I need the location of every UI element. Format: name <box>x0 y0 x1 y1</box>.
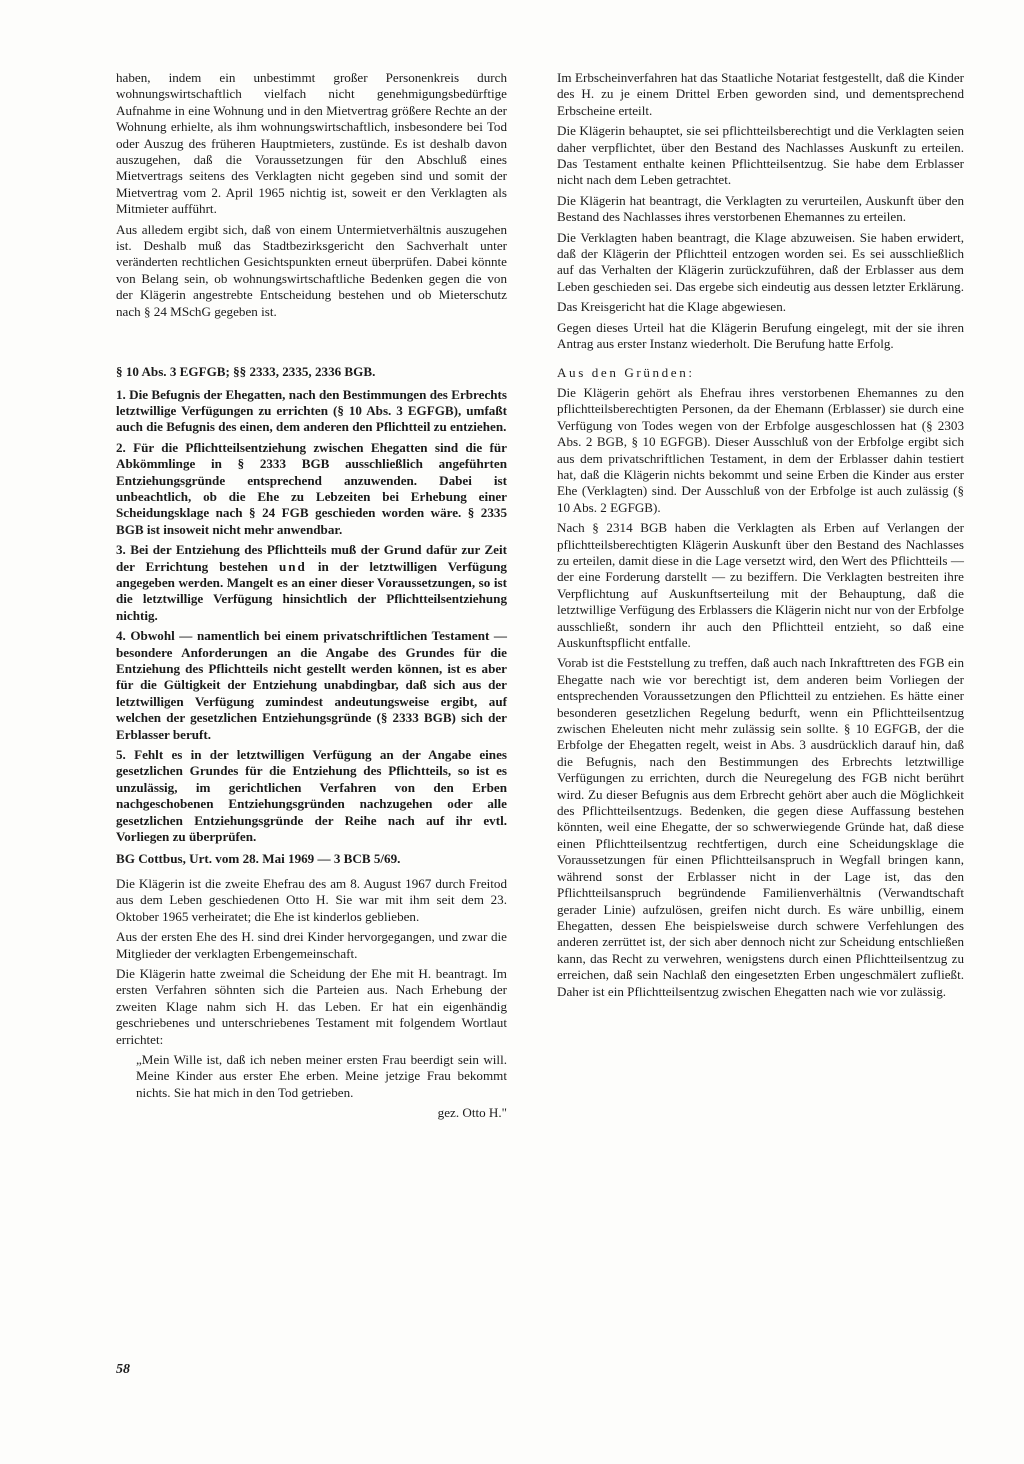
guiding-principle-5: 5. Fehlt es in der letztwilligen Verfügung an der Angabe eines gesetzlichen Grundes für die Entziehung des Pflichtteils, so ist es unzulässig, im gerichtlichen Verfahren von den Erben nachgeschobenen Entziehungsgründen nachzugehen oder alle gesetzlichen Entziehungsgründe der Reihe nach auf ihr evtl. Vorliegen zu überprüfen. <box>116 747 507 845</box>
guiding-principle-4: 4. Obwohl — namentlich bei einem privatschriftlichen Testament — besondere Anforderungen an die Angabe des Grundes für die Entziehung des Pflichtteils nicht gestellt werden können, ist es aber für die Gültigkeit der Entziehung unabdingbar, daß sich aus der letztwilligen Verfügung zumindest andeutungsweise ergibt, auf welchen der gesetzlichen Entziehungsgründe (§ 2333 BGB) sich der Erblasser beruft. <box>116 628 507 742</box>
facts-paragraph: Die Klägerin ist die zweite Ehefrau des am 8. August 1967 durch Freitod aus dem Leben geschiedenen Otto H. Sie war mit ihm seit dem 23. Oktober 1965 verheiratet; die Ehe ist kinderlos geblieben. <box>116 875 507 924</box>
paragraph: Die Klägerin behauptet, sie sei pflichtteilsberechtigt und die Verklagten seien daher verpflichtet, über den Bestand des Nachlasses Auskunft zu erteilen. Das Testament enthalte keinen Pflichtteilsentzug. Sie habe dem Erblasser nicht nach dem Leben getrachtet. <box>557 123 964 188</box>
paragraph: Vorab ist die Feststellung zu treffen, daß auch nach Inkrafttreten des FGB ein Ehegatte nach wie vor berechtigt ist, dem anderen beim Vorliegen der entsprechenden Voraussetzungen den Pflichtteil zu entziehen. Es hätte einer besonderen gesetzlichen Regelung bedurft, wenn ein Pflichtteilsentzug zwischen Eheleuten nicht mehr zulässig sein sollte. § 10 EGFGB, der die Erbfolge der Ehegatten regelt, weist in Abs. 3 ausdrücklich darauf hin, daß die Befugnis, nach den Bestimmungen des Erbrechts letztwillige Verfügungen zu errichten, durch die Neuregelung des FGB nicht berührt wird. Zu dieser Befugnis aus dem Erbrecht gehört aber auch die Möglichkeit des Pflichtteilsentzugs. Bedenken, die gegen diese Auffassung bestehen könnten, weil eine Ehegatte, der so schwerwiegende Gründe hat, daß diese einen Pflichtteilsentzug rechtfertigen, durch eine Scheidungsklage die Voraussetzungen für einen Pflichtteilsanspruch in Wegfall bringen kann, während sonst der Erblasser nicht in der Lage ist, das den Pflichtteilsanspruch begründende Familienverhältnis (Verwandtschaft gerader Linie) aufzulösen, greifen nicht durch. Es wäre unbillig, einem Ehegatten, dessen Ehe beispielsweise durch schwere Verfehlungen des anderen zerrüttet ist, der sich aber dennoch nicht zur Scheidung entschließen kann, das Recht zu verwehren, wenigstens durch einen Pflichtteilsentzug zu erreichen, daß sein Nachlaß den eingesetzten Erben ungeschmälert zufließt. Daher ist ein Pflichtteilsentzug zwischen Ehegatten nach wie vor zulässig. <box>557 655 964 999</box>
paragraph: Das Kreisgericht hat die Klage abgewiesen. <box>557 299 787 315</box>
guiding-principle-1: 1. Die Befugnis der Ehegatten, nach den Bestimmungen des Erbrechts letztwillige Verfügungen zu errichten (§ 10 Abs. 3 EGFGB), umfaßt auch die Befugnis des einen, dem anderen den Pflichtteil zu entziehen. <box>116 386 507 435</box>
paragraph: Gegen dieses Urteil hat die Klägerin Berufung eingelegt, mit der sie ihren Antrag aus erster Instanz wiederholt. Die Berufung hatte Erfolg. <box>557 319 964 352</box>
guiding-principle-3 <box>116 542 507 624</box>
paragraph: Nach § 2314 BGB haben die Verklagten als Erben auf Verlangen der pflichtteilsberechtigten Klägerin Auskunft über den Bestand des Nachlasses zu erteilen, damit diese in die Lage versetzt wird, den Wert des Pflichtteils — der eine Forderung darstellt — zu beziffern. Die Verklagten bestreiten ihre Verpflichtung auf Auskunftserteilung mit der Behauptung, daß die letztwillige Verfügung des Erblassers die Klägerin nicht nur von der Erbfolge ausschließt, sondern ihr auch den Pflichtteil entzieht, so daß eine Auskunftspflicht entfalle. <box>557 520 964 650</box>
paragraph: haben, indem ein unbestimmt großer Personenkreis durch wohnungswirtschaftlich vielfach nicht genehmigungsbedürftige Aufnahme in eine Wohnung und in den Mietvertrag größere Rechte an der Wohnung erhielte, als ihm wohnungswirtschaftlich, insbesondere bei Tod oder Auszug des früheren Hauptmieters, zustünde. Es ist deshalb davon auszugehen, daß die Voraussetzungen für den Abschluß eines Mietvertrags seitens des Verklagten nicht gegeben sind und somit der Mietvertrag vom 2. April 1965 nichtig ist, soweit er den Verklagten als Mitmieter aufführt. <box>116 70 507 217</box>
paragraph: Aus alledem ergibt sich, daß von einem Untermietverhältnis auszugehen ist. Deshalb muß das Stadtbezirksgericht den Sachverhalt unter veränderten rechtlichen Gesichtspunkten erneut überprüfen. Dabei könnte von Belang sein, ob wohnungswirtschaftliche Bedenken gegen die von der Klägerin angestrebte Entscheidung bestehen und ob Mieterschutz nach § 24 MSchG gegeben ist. <box>116 221 507 319</box>
legal-reference-heading: § 10 Abs. 3 EGFGB; §§ 2333, 2335, 2336 BGB. <box>116 364 376 380</box>
guiding-principle-3-part-b: in der letztwilligen Verfügung angegeben werden. Mangelt es an einer dieser Voraussetzungen, so ist die letztwillige Verfügung hinsichtlich der Pflichtteilsentziehung nichtig. <box>116 558 507 623</box>
testament-quote: „Mein Wille ist, daß ich neben meiner ersten Frau beerdigt sein will. Meine Kinder aus erster Ehe erben. Meine jetzige Frau bekommt nichts. Sie hat mich in den Tod getrieben. <box>136 1051 507 1100</box>
paragraph: Die Klägerin gehört als Ehefrau ihres verstorbenen Ehemannes zu den pflichtteilsberechtigten Personen, da der Ehemann (Erblasser) sie durch eine Verfügung von Todes wegen von der Erbfolge ausgeschlossen hat (§ 2303 Abs. 2 BGB, § 10 EGFGB). Dieser Ausschluß von der Erbfolge ergibt sich aus dem privatschriftlichen Testament, in dem der Erblasser dahin testiert hat, daß die Klägerin nichts bekommt und seine Erben die Kinder aus erster Ehe (Verklagten) sind. Der Ausschluß von der Erbfolge ist auch zulässig (§ 10 Abs. 2 EGFGB). <box>557 384 964 515</box>
page-number: 58 <box>116 1362 130 1377</box>
testament-signature: gez. Otto H." <box>437 1105 507 1121</box>
left-column <box>116 70 507 1126</box>
guiding-principle-3-part-a: 3. Bei der Entziehung des Pflichtteils muß der Grund dafür zur Zeit der Errichtung bestehen <box>116 542 507 574</box>
paragraph: Im Erbscheinverfahren hat das Staatliche Notariat festgestellt, daß die Kinder des H. zu je einem Drittel Erben geworden sind, und dementsprechend Erbscheine erteilt. <box>557 70 964 118</box>
court-citation: BG Cottbus, Urt. vom 28. Mai 1969 — 3 BCB 5/69. <box>116 851 401 867</box>
facts-paragraph: Die Klägerin hatte zweimal die Scheidung der Ehe mit H. beantragt. Im ersten Verfahren söhnten sich die Parteien aus. Nach Erhebung der zweiten Klage nahm sich H. das Leben. Er hat ein eigenhändig geschriebenes und unterschriebenes Testament mit folgendem Wortlaut errichtet: <box>116 965 507 1047</box>
paragraph: Die Klägerin hat beantragt, die Verklagten zu verurteilen, Auskunft über den Bestand des Nachlasses ihres verstorbenen Ehemannes zu erteilen. <box>557 192 964 225</box>
paragraph: Die Verklagten haben beantragt, die Klage abzuweisen. Sie haben erwidert, daß der Klägerin der Pflichtteil entzogen worden sei. Es sei ausschließlich auf das Verhalten der Klägerin zurückzuführen, daß der Erblasser aus dem Leben geschieden sei. Das ergebe sich eindeutig aus dessen letzter Erklärung. <box>557 229 964 294</box>
reasons-heading: Aus den Gründen: <box>557 364 695 380</box>
guiding-principle-2: 2. Für die Pflichtteilsentziehung zwischen Ehegatten sind die für Abkömmlinge in § 2333 BGB ausschließlich angeführten Entziehungsgründe entsprechend anzuwenden. Dabei ist unbeachtlich, ob die Ehe zu Lebzeiten bei Erhebung einer Scheidungsklage nach § 24 FGB geschieden worden wäre. § 2335 BGB ist insoweit nicht mehr anwendbar. <box>116 439 507 537</box>
right-column <box>557 70 964 1004</box>
facts-paragraph: Aus der ersten Ehe des H. sind drei Kinder hervorgegangen, und zwar die Mitglieder der verklagten Erbengemeinschaft. <box>116 929 507 961</box>
emphasized-und: und <box>278 558 307 574</box>
